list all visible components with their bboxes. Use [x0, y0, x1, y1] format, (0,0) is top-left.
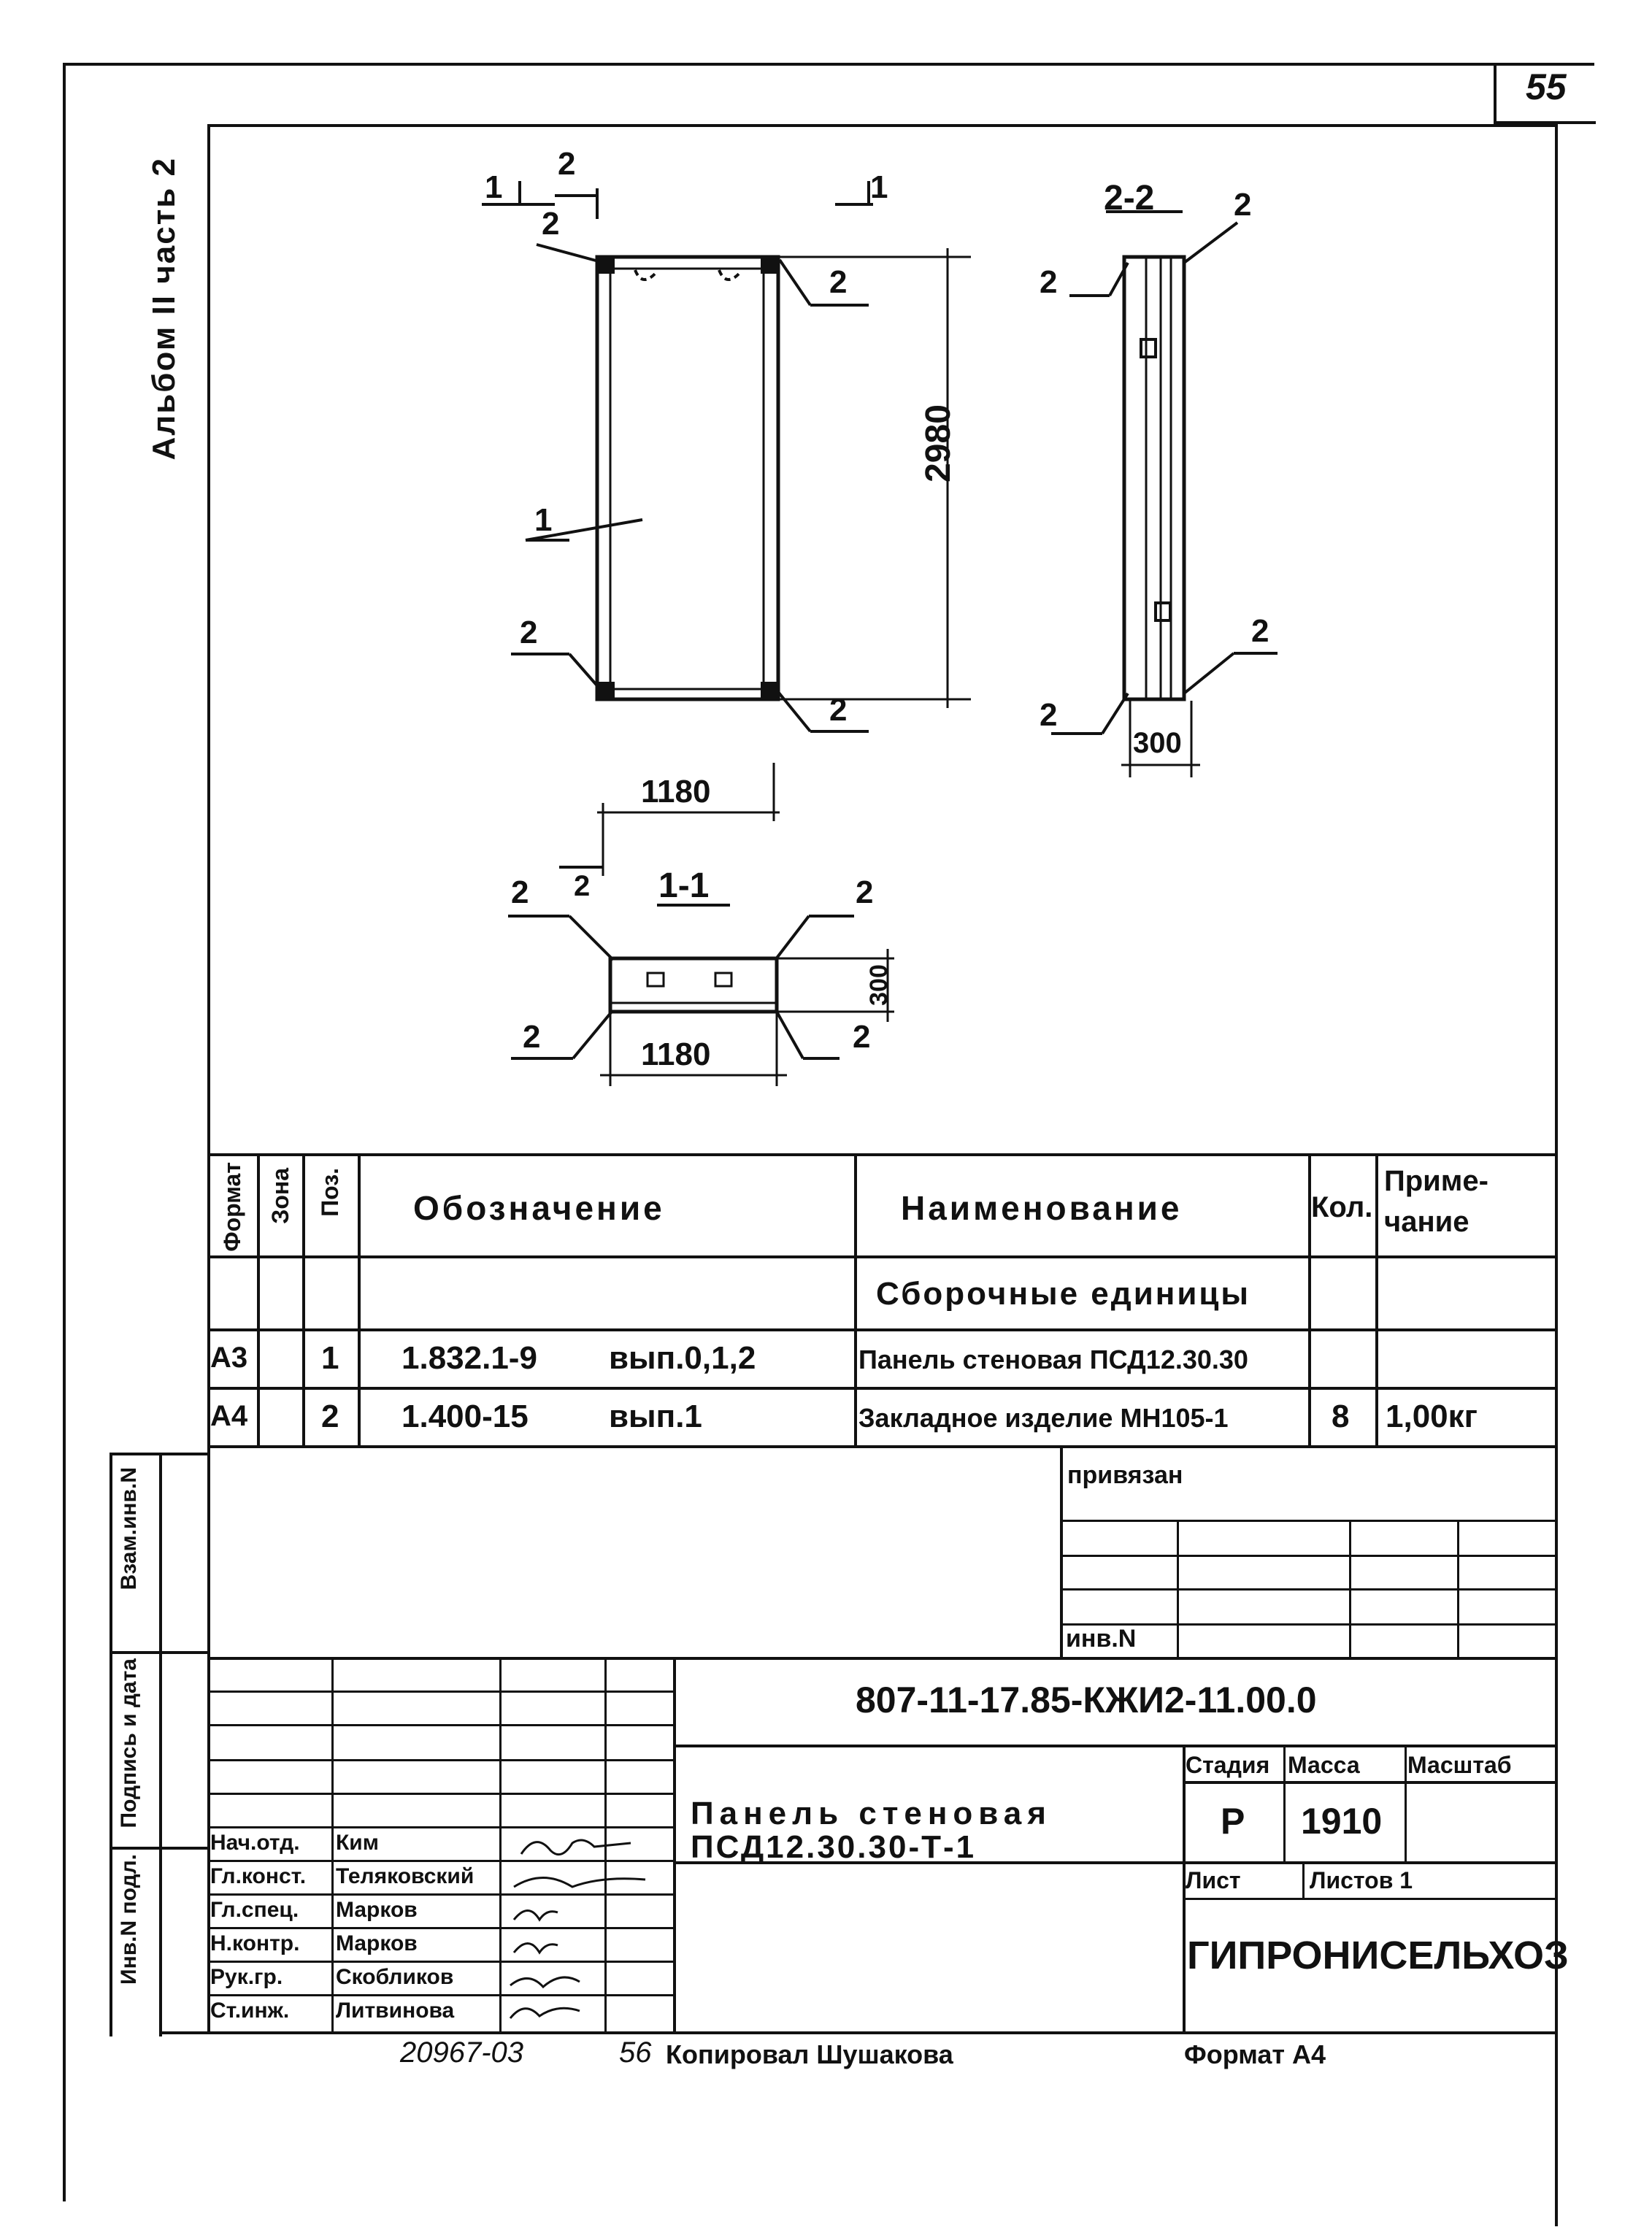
- height-dimension: 2980: [918, 404, 958, 482]
- stage-value: Р: [1221, 1801, 1245, 1842]
- scale-label: Масштаб: [1407, 1752, 1512, 1778]
- side-col-div2: [110, 1847, 210, 1850]
- side-thickness-dimension: 300: [1133, 727, 1182, 759]
- row1-designation: 1.832.1-9: [402, 1340, 537, 1376]
- panel-side-outer: [1124, 257, 1184, 699]
- leader-side-bl-diag: [1102, 693, 1128, 734]
- document-code: 807-11-17.85-КЖИ2-11.00.0: [856, 1680, 1317, 1720]
- signature-litvinova: [510, 2008, 580, 2018]
- section-1-1-opening-left: [648, 973, 664, 986]
- leader-pos2-br: [778, 692, 810, 731]
- side-insert-top: [1141, 339, 1156, 357]
- corner-insert-tl: [600, 259, 613, 272]
- signatures: [499, 1825, 675, 2033]
- staff-name-5: Скобликов: [336, 1965, 454, 1989]
- header-name: Наименование: [901, 1189, 1183, 1227]
- section-thickness-dimension: 300: [864, 964, 893, 1006]
- label-pos2-tl: 2: [542, 206, 560, 242]
- side-col-left-edge: [110, 1453, 112, 2036]
- staff-role-2: Гл.конст.: [210, 1864, 307, 1888]
- header-qty: Кол.: [1311, 1191, 1373, 1223]
- label-s11-br: 2: [853, 1019, 871, 1055]
- section-1-1-label: 1-1: [658, 866, 710, 905]
- panel-front-outer: [597, 257, 778, 699]
- side-insert-bottom: [1156, 603, 1170, 620]
- section-1-1-opening-right: [715, 973, 731, 986]
- side-vzam: Взам.инв.N: [117, 1467, 141, 1591]
- side-col-middle: [159, 1453, 162, 2036]
- side-podpis: Подпись и дата: [117, 1658, 141, 1828]
- row2-format: А4: [210, 1400, 248, 1432]
- bottom-width-dimension: 1180: [641, 1036, 711, 1072]
- staff-name-2: Теляковский: [336, 1864, 475, 1888]
- row1-variant: вып.0,1,2: [609, 1340, 756, 1376]
- staff-name-3: Марков: [336, 1898, 418, 1922]
- staff-role-3: Гл.спец.: [210, 1898, 299, 1922]
- lifting-loop-left: [635, 270, 657, 280]
- staff-name-1: Ким: [336, 1831, 379, 1855]
- side-col-top: [110, 1453, 210, 1455]
- signature-kim: [521, 1840, 631, 1855]
- sheet-number: 55: [1526, 66, 1567, 107]
- staff-role-4: Н.контр.: [210, 1931, 300, 1955]
- leader-pos2-tl: [537, 245, 599, 261]
- signature-markov-2: [514, 1944, 558, 1953]
- label-s11-tl: 2: [511, 874, 529, 910]
- leader-side-tr: [1184, 223, 1237, 263]
- title-line1: Панель стеновая: [691, 1796, 1052, 1831]
- row2-variant: вып.1: [609, 1399, 702, 1434]
- sheets-label: Листов 1: [1310, 1867, 1413, 1893]
- section-2-2-label: 2-2: [1104, 179, 1155, 218]
- signature-telyakovsky: [514, 1878, 645, 1888]
- staff-role-5: Рук.гр.: [210, 1965, 283, 1989]
- privyazan-label: привязан: [1067, 1461, 1183, 1489]
- signature-skoblikov: [510, 1977, 580, 1987]
- row1-name: Панель стеновая ПСД12.30.30: [858, 1345, 1248, 1374]
- sheet-label: Лист: [1186, 1867, 1241, 1893]
- row2-name: Закладное изделие МН105-1: [858, 1403, 1229, 1433]
- header-note: Приме-чание: [1384, 1165, 1488, 1238]
- title-line2: ПСД12.30.30-Т-1: [691, 1829, 977, 1865]
- leader-side-br-diag: [1184, 653, 1234, 693]
- row1-format: А3: [210, 1342, 248, 1374]
- album-label: Альбом II часть 2: [146, 157, 182, 461]
- label-pos2-bl: 2: [520, 615, 538, 650]
- stage-label: Стадия: [1186, 1752, 1270, 1778]
- header-designation: Обозначение: [413, 1189, 665, 1227]
- archive-number: 20967-03: [400, 2036, 524, 2069]
- section-2-mark-small: 2: [574, 870, 591, 902]
- staff-name-6: Литвинова: [336, 1999, 455, 2023]
- lifting-loop-right: [719, 270, 741, 280]
- label-s11-bl: 2: [523, 1019, 541, 1055]
- copied-by: Копировал Шушакова: [666, 2039, 953, 2069]
- row2-qty: 8: [1332, 1399, 1350, 1434]
- leader-s11-tl-diag: [569, 916, 613, 960]
- label-pos2-tr: 2: [829, 264, 848, 300]
- signature-markov-1: [514, 1911, 558, 1920]
- footer-page-number: 56: [619, 2036, 652, 2069]
- staff-role-6: Ст.инж.: [210, 1999, 290, 2023]
- top-width-dimension: 1180: [641, 774, 711, 809]
- staff-role-1: Нач.отд.: [210, 1831, 300, 1855]
- row2-pos: 2: [321, 1399, 339, 1434]
- label-side-br: 2: [1251, 613, 1269, 649]
- label-side-bl: 2: [1040, 697, 1058, 733]
- mass-label: Масса: [1288, 1752, 1360, 1778]
- title-block: [207, 1657, 1569, 2033]
- section-2-mark-top: 2: [558, 146, 576, 182]
- side-inv-podl: Инв.N подл.: [117, 1854, 141, 1985]
- corner-insert-bl: [600, 683, 613, 696]
- spec-table: [207, 1153, 1558, 1460]
- label-side-tl: 2: [1040, 264, 1058, 300]
- section-title-assembly-units: Сборочные единицы: [876, 1276, 1250, 1312]
- side-col-div1: [110, 1651, 210, 1654]
- staff-name-4: Марков: [336, 1931, 418, 1955]
- label-side-tr: 2: [1234, 187, 1252, 223]
- corner-insert-br: [762, 683, 775, 696]
- format-label: Формат А4: [1184, 2039, 1326, 2069]
- section-1-mark-left: 1: [485, 169, 503, 205]
- header-zone: Зона: [267, 1168, 293, 1224]
- header-pos: Поз.: [317, 1168, 343, 1217]
- leader-s11-tr-diag: [775, 916, 809, 960]
- leader-s11-br-diag: [777, 1012, 803, 1058]
- mass-value: 1910: [1301, 1801, 1383, 1842]
- binding-inv-label: инв.N: [1066, 1625, 1137, 1653]
- leader-pos2-tr: [780, 260, 810, 305]
- label-pos2-br: 2: [829, 692, 848, 728]
- row2-note: 1,00кг: [1386, 1399, 1478, 1434]
- label-s11-tr: 2: [856, 874, 874, 910]
- organization-name: ГИПРОНИСЕЛЬХОЗ: [1187, 1934, 1569, 1977]
- label-pos1: 1: [534, 502, 553, 538]
- leader-s11-bl-diag: [573, 1012, 612, 1058]
- binding-block: [1060, 1445, 1556, 1657]
- header-format: Формат: [219, 1162, 245, 1252]
- panel-front-inner: [610, 269, 764, 689]
- row1-pos: 1: [321, 1340, 339, 1376]
- row2-designation: 1.400-15: [402, 1399, 529, 1434]
- corner-insert-tr: [762, 259, 775, 272]
- section-1-mark-right: 1: [870, 169, 888, 205]
